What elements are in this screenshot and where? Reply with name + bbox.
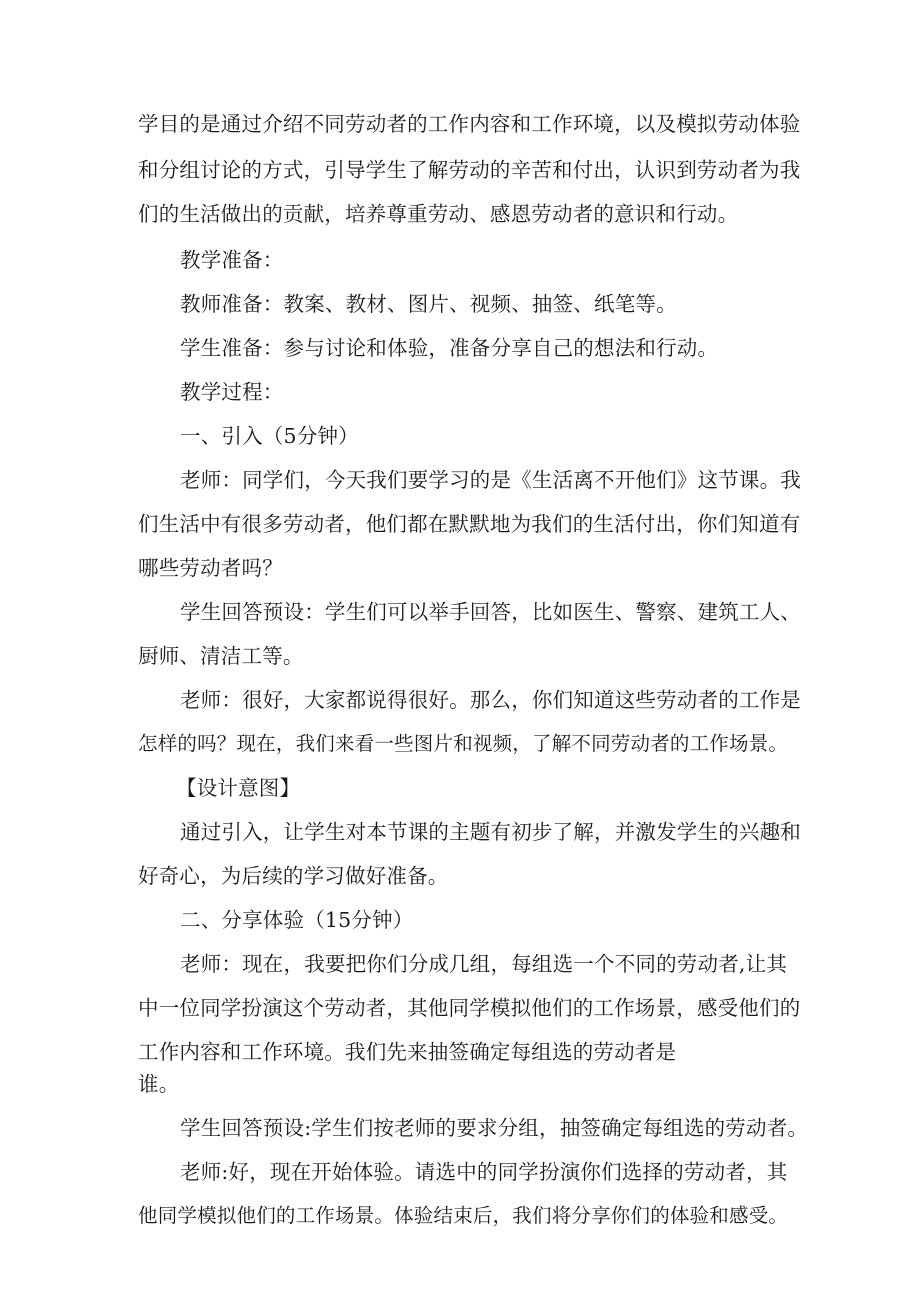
paragraph-line: 老师：很好，大家都说得很好。那么，你们知道这些劳动者的工作是 bbox=[180, 688, 801, 712]
section-heading: 【设计意图】 bbox=[176, 776, 301, 800]
paragraph-line: 老师:好，现在开始体验。请选中的同学扮演你们选择的劳动者，其 bbox=[180, 1160, 788, 1184]
paragraph-line: 哪些劳动者吗？ bbox=[138, 556, 283, 580]
section-heading: 一、引入（5分钟） bbox=[180, 424, 359, 448]
paragraph-line: 学生回答预设：学生们可以举手回答，比如医生、警察、建筑工人、 bbox=[180, 600, 801, 624]
paragraph-line: 和分组讨论的方式，引导学生了解劳动的辛苦和付出，认识到劳动者为我 bbox=[138, 158, 801, 182]
section-heading: 二、分享体验（15分钟） bbox=[180, 908, 414, 932]
paragraph-line: 谁。 bbox=[138, 1072, 180, 1096]
paragraph-line: 厨师、清洁工等。 bbox=[138, 644, 304, 668]
paragraph-line: 老师：现在，我要把你们分成几组，每组选一个不同的劳动者,让其 bbox=[180, 952, 788, 976]
paragraph-line: 们生活中有很多劳动者，他们都在默默地为我们的生活付出，你们知道有 bbox=[138, 512, 801, 536]
paragraph-line: 好奇心，为后续的学习做好准备。 bbox=[138, 864, 449, 888]
paragraph-line: 工作内容和工作环境。我们先来抽签确定每组选的劳动者是 bbox=[138, 1040, 677, 1064]
paragraph-line: 他同学模拟他们的工作场景。体验结束后，我们将分享你们的体验和感受。 bbox=[138, 1204, 789, 1227]
section-heading: 教学准备： bbox=[180, 248, 284, 272]
paragraph-line: 们的生活做出的贡献，培养尊重劳动、感恩劳动者的意识和行动。 bbox=[138, 202, 739, 226]
paragraph-line: 学生准备：参与讨论和体验，准备分享自己的想法和行动。 bbox=[180, 336, 719, 360]
paragraph-line: 通过引入，让学生对本节课的主题有初步了解，并激发学生的兴趣和 bbox=[180, 820, 801, 844]
paragraph-line: 教师准备：教案、教材、图片、视频、抽签、纸笔等。 bbox=[180, 292, 677, 316]
paragraph-line: 中一位同学扮演这个劳动者，其他同学模拟他们的工作场景，感受他们的 bbox=[138, 996, 801, 1020]
paragraph-line: 学生回答预设:学生们按老师的要求分组，抽签确定每组选的劳动者。 bbox=[180, 1116, 809, 1140]
section-heading: 教学过程： bbox=[180, 380, 284, 404]
paragraph-line: 老师：同学们，今天我们要学习的是《生活离不开他们》这节课。我 bbox=[180, 468, 801, 492]
paragraph-line: 学目的是通过介绍不同劳动者的工作内容和工作环境，以及模拟劳动体验 bbox=[138, 112, 801, 136]
paragraph-line: 怎样的吗？现在，我们来看一些图片和视频，了解不同劳动者的工作场景。 bbox=[138, 732, 789, 755]
